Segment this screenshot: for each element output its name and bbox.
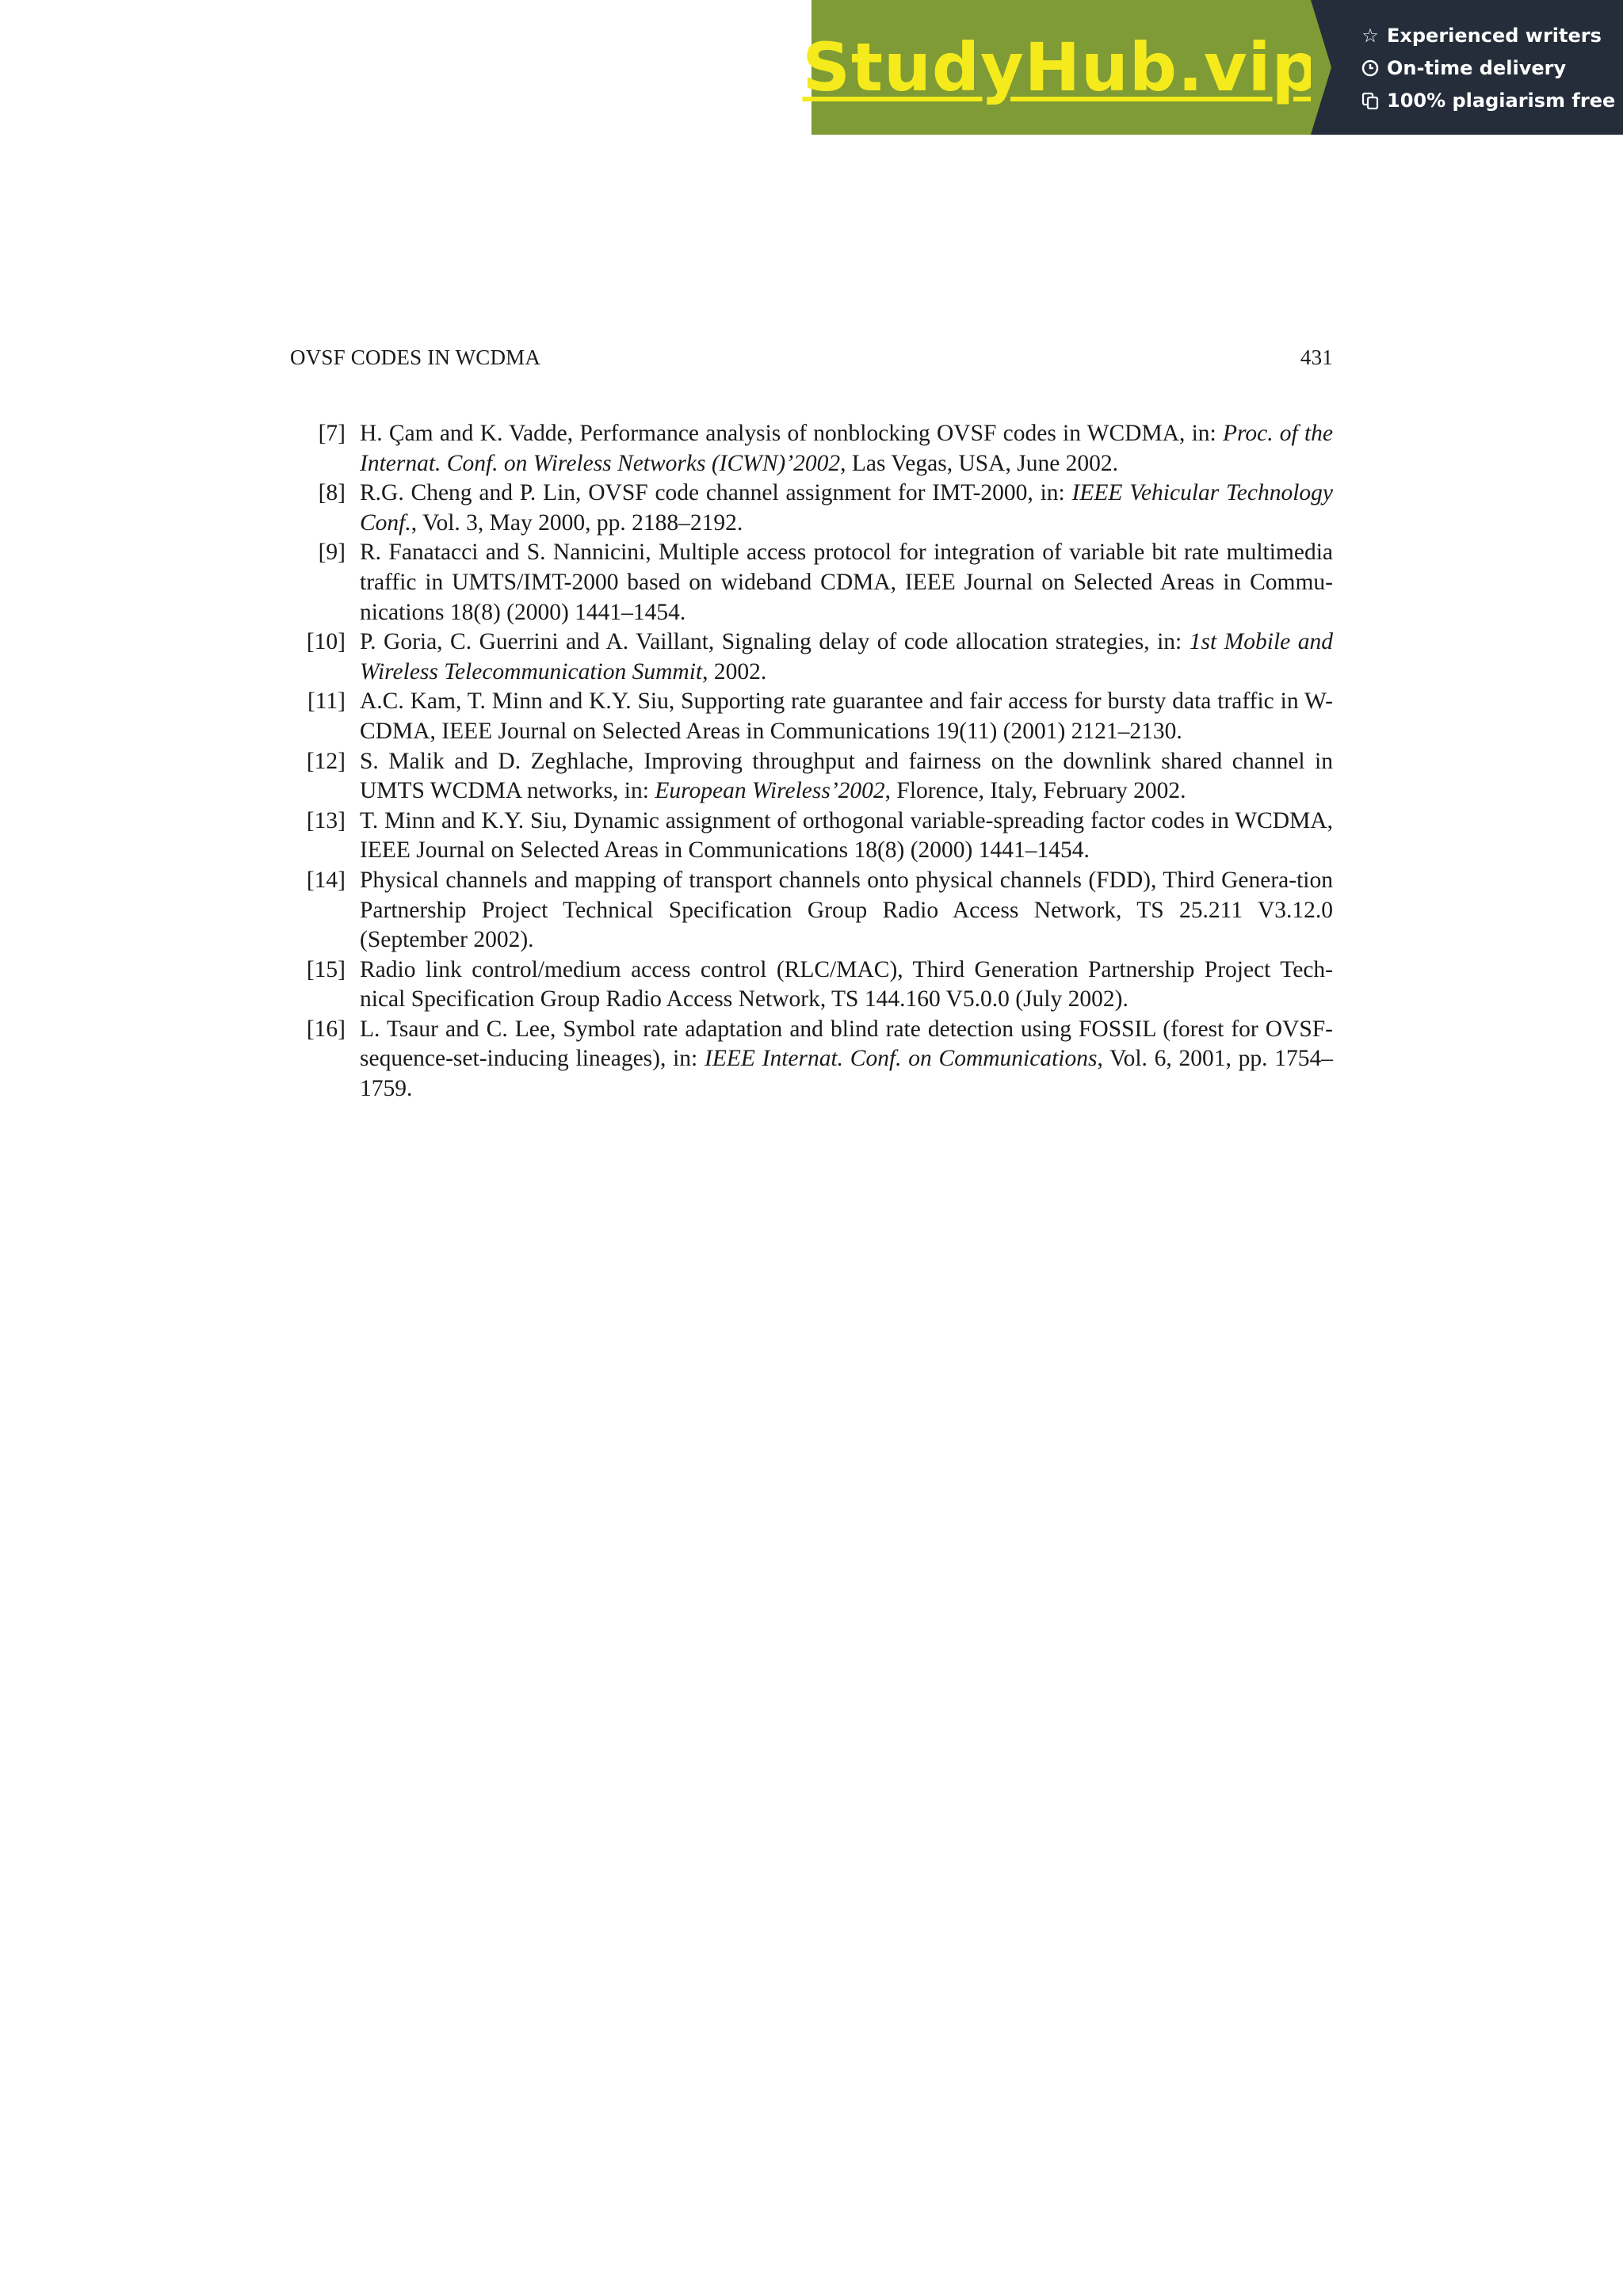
reference-number: [9] <box>318 540 346 566</box>
reference-number: [8] <box>318 480 346 506</box>
reference-item <box>290 687 1333 746</box>
reference-number: [11] <box>307 688 346 715</box>
reference-venue: IEEE Internat. Conf. on Communications <box>705 1046 1098 1072</box>
reference-segment: P. Goria, C. Guerrini and A. Vaillant, Signaling delay of code allocation strategies, in: <box>360 629 1190 655</box>
reference-text <box>360 627 1333 687</box>
reference-number: [16] <box>306 1016 346 1042</box>
reference-number: [10] <box>306 629 346 655</box>
reference-item <box>290 419 1333 479</box>
reference-item <box>290 479 1333 538</box>
reference-text <box>360 538 1333 627</box>
reference-item <box>290 807 1333 866</box>
reference-segment: Physical channels and mapping of transport channels onto physical channels (FDD), Third Genera-tion Partnership Project Technical Specification Group Radio Access Network, TS 25.211 V3.12.0 (September 2002). <box>360 867 1333 953</box>
feature-text: On-time delivery <box>1387 56 1567 79</box>
page-number: 431 <box>1300 345 1333 369</box>
feature-text: 100% plagiarism free <box>1387 89 1616 112</box>
running-title: OVSF CODES IN WCDMA <box>290 345 541 369</box>
reference-venue: 1st Mobile and Wireless Telecommunication Summit <box>360 629 1333 685</box>
reference-text <box>360 1015 1333 1104</box>
reference-segment: H. Çam and K. Vadde, Performance analysis of nonblocking OVSF codes in WCDMA, in: <box>360 421 1223 446</box>
reference-item <box>290 1015 1333 1104</box>
reference-number: [12] <box>306 748 346 774</box>
reference-item <box>290 955 1333 1015</box>
feature-text: Experienced writers <box>1387 24 1602 47</box>
reference-segment: L. Tsaur and C. Lee, Symbol rate adaptation and blind rate detection using FOSSIL (forest for OVSF-sequence-set-inducing lineages), in: <box>360 1016 1333 1072</box>
reference-segment: , Vol. 6, 2001, pp. 1754–1759. <box>360 1046 1333 1102</box>
reference-segment: R. Fanatacci and S. Nannicini, Multiple access protocol for integration of variable bit rate multimedia traffic in UMTS/IMT-2000 based on wideband CDMA, IEEE Journal on Selected Areas in Commu-nications 18(8) (2000) 1441–1454. <box>360 540 1333 625</box>
reference-text <box>360 807 1333 866</box>
reference-segment: , 2002. <box>702 658 767 685</box>
reference-text <box>360 687 1333 746</box>
reference-item <box>290 747 1333 807</box>
reference-text <box>360 479 1333 538</box>
reference-text <box>360 419 1333 479</box>
reference-segment: , Vol. 3, May 2000, pp. 2188–2192. <box>411 509 743 536</box>
reference-segment: T. Minn and K.Y. Siu, Dynamic assignment of orthogonal variable-spreading factor codes in WCDMA, IEEE Journal on Selected Areas in Communications 18(8) (2000) 1441–1454. <box>360 807 1333 864</box>
reference-item <box>290 627 1333 687</box>
reference-text <box>360 866 1333 955</box>
reference-venue: IEEE Vehicular Technology Conf. <box>360 480 1333 536</box>
reference-number: [15] <box>306 956 346 982</box>
reference-segment: A.C. Kam, T. Minn and K.Y. Siu, Supporting rate guarantee and fair access for bursty data traffic in W-CDMA, IEEE Journal on Selected Areas in Communications 19(11) (2001) 2121–2130. <box>360 688 1333 744</box>
reference-number: [7] <box>318 421 346 446</box>
studyhub-logo[interactable]: StudyHub.vip <box>802 29 1320 106</box>
reference-list <box>290 419 1333 1104</box>
reference-item <box>290 866 1333 955</box>
reference-venue: European Wireless’2002 <box>655 778 885 804</box>
reference-item <box>290 538 1333 627</box>
reference-text <box>360 955 1333 1015</box>
reference-segment: Radio link control/medium access control (RLC/MAC), Third Generation Partnership Project Tech-nical Specification Group Radio Access Network, TS 144.160 V5.0.0 (July 2002). <box>360 956 1333 1013</box>
reference-text <box>360 747 1333 807</box>
reference-venue: Proc. of the Internat. Conf. on Wireless Networks (ICWN)’2002 <box>360 421 1333 476</box>
reference-number: [13] <box>306 807 346 833</box>
reference-segment: S. Malik and D. Zeghlache, Improving throughput and fairness on the downlink shared channel in UMTS WCDMA networks, in: <box>360 748 1333 804</box>
reference-segment: R.G. Cheng and P. Lin, OVSF code channel assignment for IMT-2000, in: <box>360 480 1072 506</box>
star-icon: ☆ <box>1361 24 1379 47</box>
running-header <box>290 345 1333 370</box>
reference-number: [14] <box>306 867 346 893</box>
reference-segment: , Florence, Italy, February 2002. <box>884 778 1186 804</box>
reference-segment: , Las Vegas, USA, June 2002. <box>840 450 1119 476</box>
